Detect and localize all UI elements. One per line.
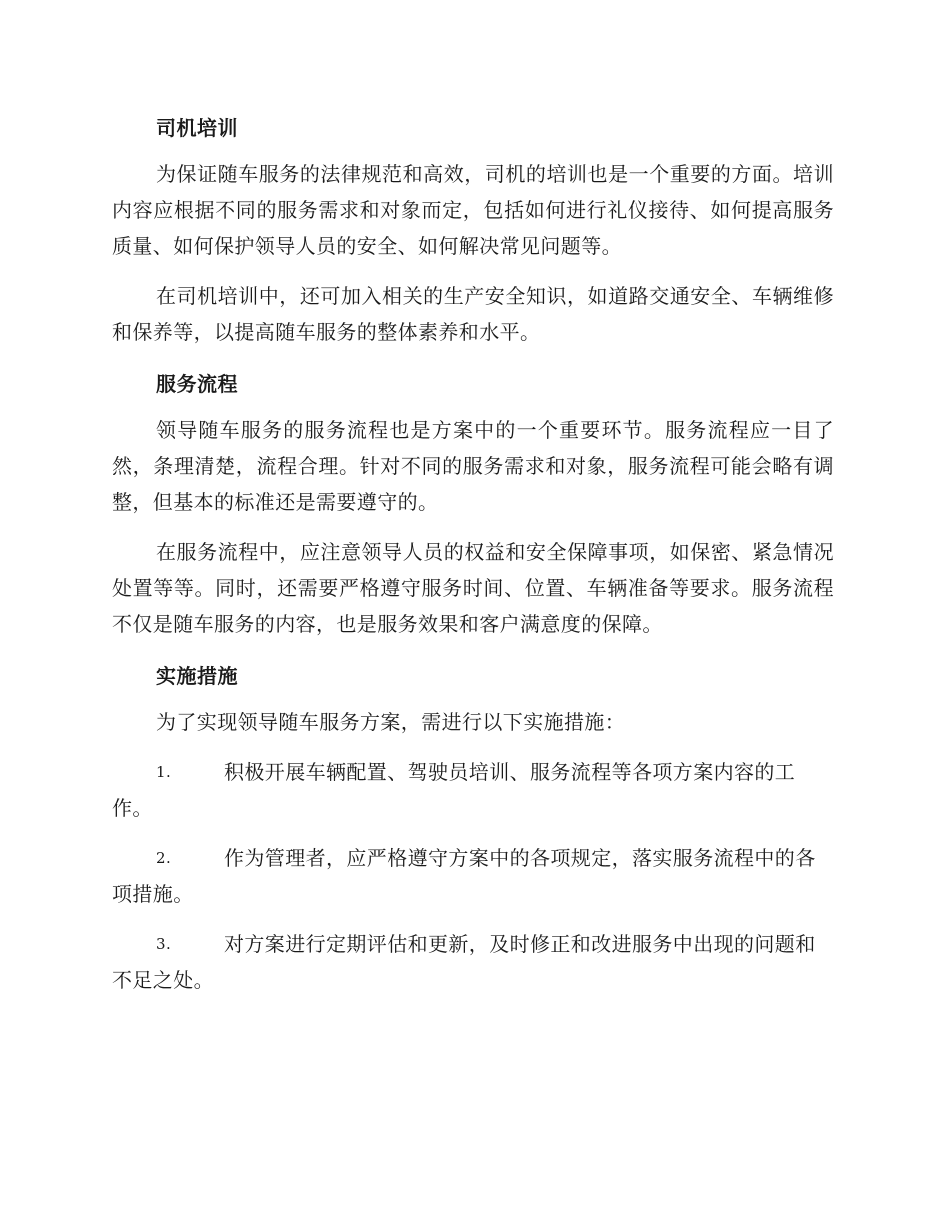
section-heading-service-process: 服务流程	[156, 372, 238, 396]
section-heading-implementation: 实施措施	[156, 664, 238, 688]
list-item	[112, 840, 834, 912]
list-item-text: 作为管理者，应严格遵守方案中的各项规定，落实服务流程中的各项措施。	[112, 846, 816, 906]
document-page	[112, 108, 834, 1012]
section-heading-driver-training: 司机培训	[156, 116, 238, 140]
list-number: 3.	[156, 935, 172, 953]
paragraph: 在司机培训中，还可加入相关的生产安全知识，如道路交通安全、车辆维修和保养等，以提高随车服务的整体素养和水平。	[112, 284, 834, 344]
list-item	[112, 926, 834, 998]
list-number: 2.	[156, 849, 172, 867]
list-item	[112, 754, 834, 826]
paragraph: 为了实现领导随车服务方案，需进行以下实施措施：	[156, 710, 626, 734]
list-item-text: 积极开展车辆配置、驾驶员培训、服务流程等各项方案内容的工作。	[112, 760, 796, 820]
paragraph: 领导随车服务的服务流程也是方案中的一个重要环节。服务流程应一目了然，条理清楚，流程合理。针对不同的服务需求和对象，服务流程可能会略有调整，但基本的标准还是需要遵守的。	[112, 418, 834, 514]
paragraph: 在服务流程中，应注意领导人员的权益和安全保障事项，如保密、紧急情况处置等等。同时，还需要严格遵守服务时间、位置、车辆准备等要求。服务流程不仅是随车服务的内容，也是服务效果和客户满意度的保障。	[112, 540, 834, 636]
list-item-text: 对方案进行定期评估和更新，及时修正和改进服务中出现的问题和不足之处。	[112, 932, 816, 992]
list-number: 1.	[156, 763, 172, 781]
paragraph: 为保证随车服务的法律规范和高效，司机的培训也是一个重要的方面。培训内容应根据不同的服务需求和对象而定，包括如何进行礼仪接待、如何提高服务质量、如何保护领导人员的安全、如何解决常见问题等。	[112, 162, 834, 258]
